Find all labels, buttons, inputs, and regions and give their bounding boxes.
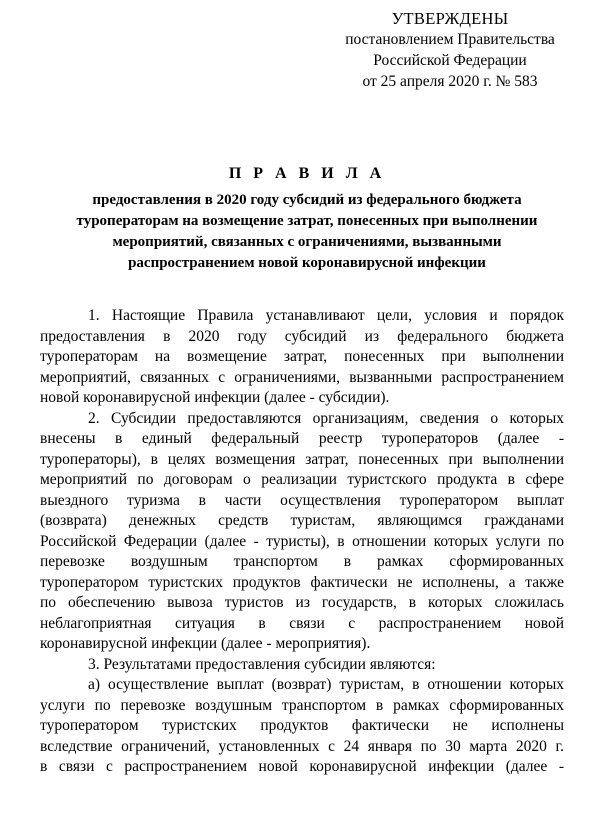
approval-stamp (300, 8, 600, 92)
body-line: услуги по перевозке воздушным транспортом в рамках сформированных (40, 696, 564, 714)
body-line: туроператором туристских продуктов фактически не исполнены (40, 717, 564, 734)
body-line: туроператорам на возмещение затрат, понесенных при выполнении (40, 348, 564, 365)
document-body (40, 306, 564, 778)
document-subheading (40, 190, 574, 274)
approval-title: УТВЕРЖДЕНЫ (391, 9, 509, 28)
body-line: в связи с распространением новой коронавирусной инфекции (далее - (40, 758, 564, 775)
body-line: а) осуществление выплат (возврат) туристам, в отношении которых (88, 676, 564, 693)
body-line: 2. Субсидии предоставляются организациям, сведения о которых (88, 409, 564, 427)
approval-date-number: от 25 апреля 2020 г. № 583 (362, 73, 538, 90)
body-line: туроператором туристских продуктов фактически не исполнены, а также (40, 573, 564, 591)
body-line: 3. Результатами предоставления субсидии являются: (88, 655, 436, 673)
body-line: внесены в единый федеральный реестр туроператоров (далее - (40, 430, 564, 447)
body-line: перевозке воздушным транспортом в рамках сформированных (40, 553, 564, 570)
body-line: мероприятий по договорам о реализации туристского продукта в сфере (40, 471, 564, 488)
body-line: Российской Федерации (далее - туристы), в отношении которых услуги по (40, 532, 564, 550)
body-line: мероприятий, связанных с ограничениями, вызванными распространением (40, 368, 564, 386)
approval-line: постановлением Правительства (345, 31, 555, 48)
body-line: новой коронавирусной инфекции (далее - субсидии). (40, 389, 390, 406)
body-line: по обеспечению вывоза туристов из государств, в которых сложилась (40, 594, 564, 611)
body-line: (возврата) денежных средств туристам, являющимся гражданами (40, 512, 564, 529)
subheading-line: туроператорам на возмещение затрат, понесенных при выполнении (76, 213, 538, 229)
subheading-line: распространением новой коронавирусной инфекции (128, 255, 486, 271)
body-line: неблагоприятная ситуация в связи с распространением новой (40, 614, 564, 632)
body-line: предоставления в 2020 году субсидий из федерального бюджета (40, 327, 564, 345)
body-line: вследствие ограничений, установленных с 24 января по 30 марта 2020 г. (40, 737, 564, 755)
body-line: 1. Настоящие Правила устанавливают цели, условия и порядок (88, 307, 564, 324)
body-line: коронавирусной инфекции (далее - мероприятия). (40, 635, 371, 652)
document-heading: П Р А В И Л А (228, 165, 386, 182)
body-line: туроператоры), в целях возмещения затрат, понесенных при выполнении (40, 450, 564, 468)
subheading-line: предоставления в 2020 году субсидий из федерального бюджета (92, 192, 522, 208)
body-line: выездного туризма в части осуществления туроператором выплат (40, 491, 564, 509)
subheading-line: мероприятий, связанных с ограничениями, вызванными (112, 234, 502, 250)
approval-line: Российской Федерации (373, 52, 527, 69)
